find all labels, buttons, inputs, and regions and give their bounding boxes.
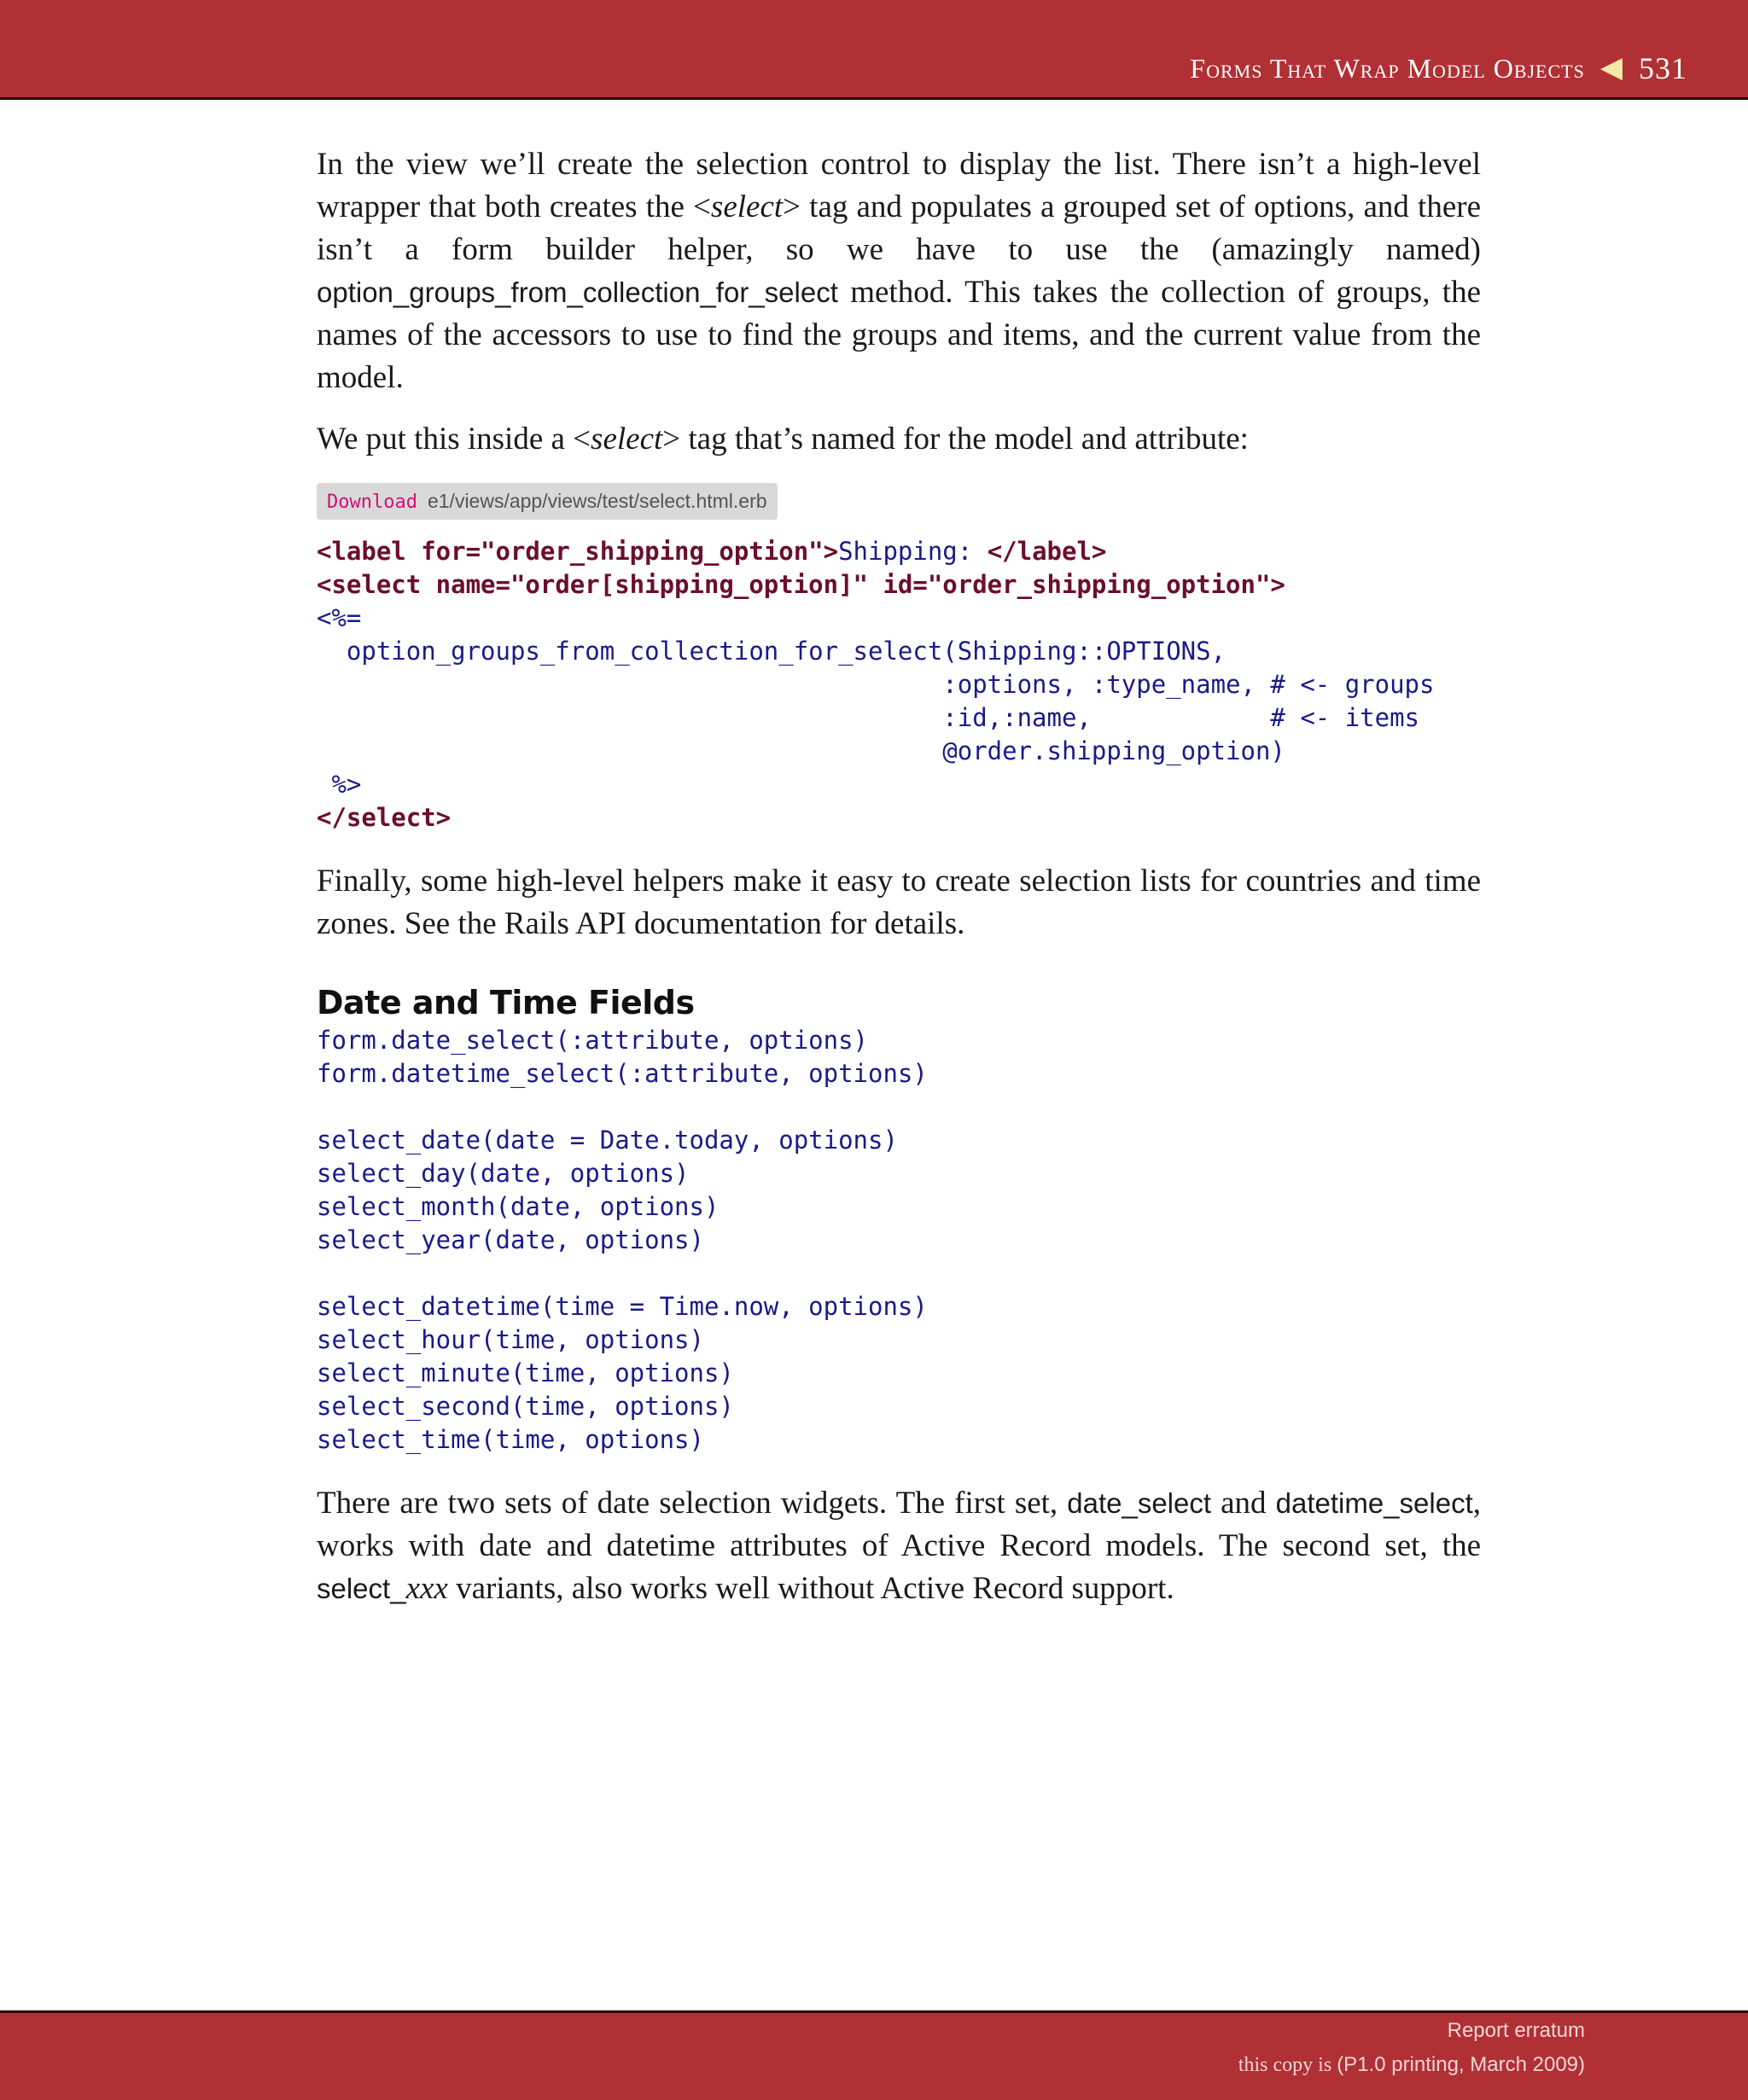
text-run-italic: select <box>710 189 784 224</box>
text-run: and <box>1211 1486 1276 1521</box>
api-line: select_time(time, options) <box>317 1425 704 1454</box>
text-run: variants, also works well without Active Record support. <box>447 1571 1174 1606</box>
api-line: select_date(date = Date.today, options) <box>317 1126 898 1155</box>
header-band <box>0 0 1748 100</box>
api-line: select_hour(time, options) <box>317 1325 704 1354</box>
text-run: > tag and populates a grouped set of options, and there isn’t a form builder helper, so we have to use the (amazingly named) <box>317 189 1481 267</box>
code-line-5: :options, :type_name, # <- groups <box>317 670 1435 699</box>
text-run: , works with date and datetime attributes of Active Record models. The second set, the <box>317 1486 1481 1563</box>
copy-info <box>1238 2053 1585 2077</box>
download-label[interactable]: Download <box>327 492 417 513</box>
running-title: Forms That Wrap Model Objects <box>1190 53 1585 84</box>
paragraph-1 <box>317 143 1481 399</box>
running-head <box>1190 53 1687 84</box>
text-run: There are two sets of date selection widgets. The first set, <box>317 1486 1068 1521</box>
api-line: select_month(date, options) <box>317 1192 720 1221</box>
download-link[interactable] <box>317 483 778 520</box>
section-heading: Date and Time Fields <box>317 984 695 1021</box>
download-path: e1/views/app/views/test/select.html.erb <box>427 490 767 512</box>
code-line-8: %> <box>317 770 362 799</box>
code-line-2: <select name="order[shipping_option]" id="order_shipping_option"> <box>317 570 1285 599</box>
code-line-1-close: </label> <box>987 537 1107 566</box>
code-line-9: </select> <box>317 803 452 832</box>
text-run-italic: select <box>591 422 663 457</box>
method-name: select_ <box>317 1573 406 1604</box>
report-erratum-link[interactable]: Report erratum <box>1447 2019 1585 2042</box>
paragraph-3: Finally, some high-level helpers make it easy to create selection lists for countries and time zones. See the Rails API documentation for details. <box>317 864 1481 941</box>
method-name: date_select <box>1067 1487 1212 1519</box>
text-run-italic: xxx <box>405 1571 448 1606</box>
copy-prefix: this copy is <box>1238 2054 1337 2076</box>
method-name: option_groups_from_collection_for_select <box>317 276 838 308</box>
paragraph-4 <box>317 1482 1481 1610</box>
code-line-3: <%= <box>317 603 362 632</box>
paragraph-2 <box>317 418 1481 461</box>
text-run: We put this inside a < <box>317 422 591 457</box>
page-number: 531 <box>1639 51 1687 85</box>
code-line-4: option_groups_from_collection_for_select(Shipping::OPTIONS, <box>317 637 1227 666</box>
printing-info: (P1.0 printing, March 2009) <box>1337 2053 1585 2076</box>
api-line: form.datetime_select(:attribute, options) <box>317 1059 928 1088</box>
api-line: select_year(date, options) <box>317 1225 704 1254</box>
api-listing <box>317 1024 1481 1457</box>
back-arrow-icon[interactable]: ◀ <box>1599 52 1623 84</box>
api-line: select_second(time, options) <box>317 1392 734 1421</box>
method-name: datetime_select <box>1275 1487 1473 1519</box>
code-line-6: :id,:name, # <- items <box>317 703 1420 732</box>
code-line-1-text: Shipping: <box>838 537 988 566</box>
api-line: select_datetime(time = Time.now, options) <box>317 1292 928 1321</box>
api-line: select_minute(time, options) <box>317 1358 734 1387</box>
api-line: select_day(date, options) <box>317 1159 690 1188</box>
text-run: > tag that’s named for the model and attribute: <box>662 422 1249 457</box>
code-line-7: @order.shipping_option) <box>317 736 1285 765</box>
page-content <box>317 143 1481 1629</box>
text-run: method. This takes the collection of groups, the names of the accessors to use to find the groups and items, and the current value from the model. <box>317 275 1481 395</box>
code-line-1-open: <label for="order_shipping_option"> <box>317 537 839 566</box>
api-line: form.date_select(:attribute, options) <box>317 1026 869 1055</box>
text-run: In the view we’ll create the selection control to display the list. There isn’t a high-level wrapper that both creates the < <box>317 147 1481 224</box>
code-listing <box>317 535 1481 835</box>
